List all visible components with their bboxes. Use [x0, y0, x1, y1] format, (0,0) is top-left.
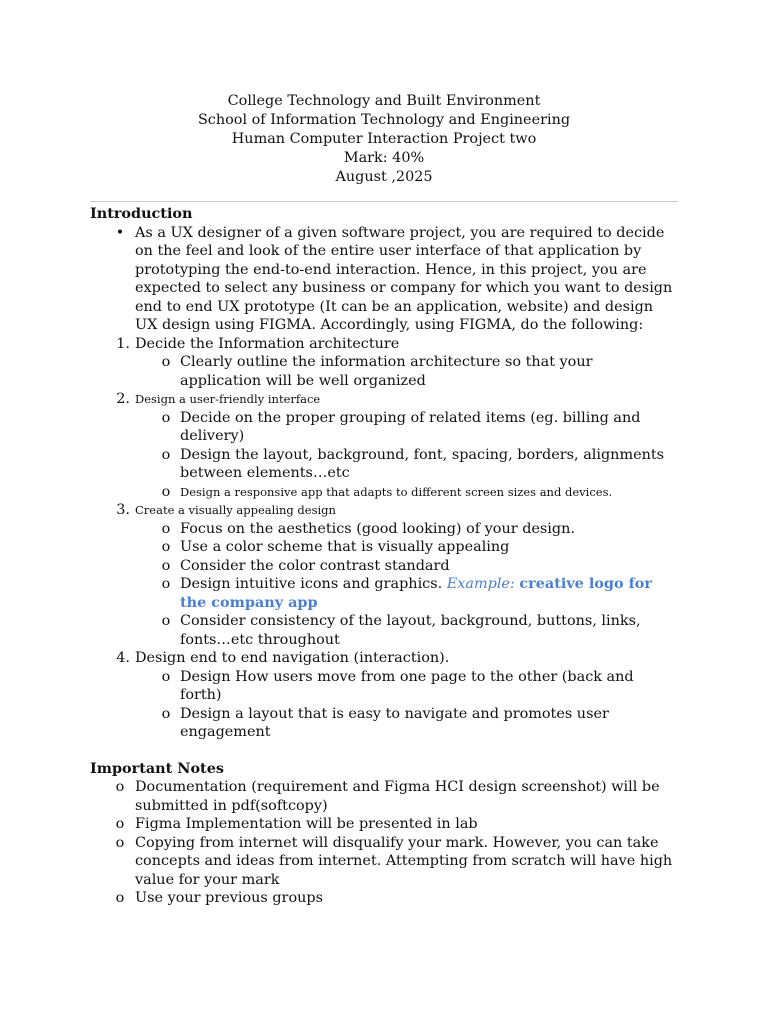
task-title: Design end to end navigation (interaction). — [135, 650, 450, 666]
circle-marker: o — [161, 576, 171, 592]
subitem-text: Design a responsive app that adapts to different screen sizes and devices. — [180, 484, 613, 499]
task-number: 4. — [116, 650, 130, 666]
subitem-text: Design a layout that is easy to navigate and promotes user engagement — [180, 705, 609, 740]
circle-marker: o — [115, 890, 125, 906]
task-subitem — [90, 575, 678, 612]
note-text: Use your previous groups — [135, 890, 323, 906]
example-link: creative logo for the company app — [180, 575, 652, 611]
circle-marker: o — [161, 613, 171, 629]
circle-marker: o — [161, 354, 171, 370]
school-name: School of Information Technology and Engineering — [197, 112, 571, 128]
task-subitem — [90, 446, 678, 483]
circle-marker: o — [161, 446, 171, 463]
task-item — [90, 390, 678, 409]
college-name: College Technology and Built Environment — [227, 93, 541, 109]
task-title: Create a visually appealing design — [135, 503, 336, 517]
task-subitem — [90, 668, 678, 705]
note-item — [90, 778, 678, 815]
task-item — [90, 335, 678, 354]
task-subitem — [90, 353, 678, 390]
subitem-text: Decide on the proper grouping of related items (eg. billing and delivery) — [180, 409, 641, 444]
circle-marker: o — [161, 539, 171, 555]
note-item — [90, 834, 678, 890]
circle-marker: o — [161, 409, 171, 426]
subitem-text: Design the layout, background, font, spacing, borders, alignments between elements…etc — [180, 446, 665, 481]
task-subitem — [90, 483, 678, 502]
mark-weight: Mark: 40% — [343, 150, 425, 166]
circle-marker: o — [115, 834, 125, 851]
circle-marker: o — [115, 779, 125, 795]
intro-bullet — [90, 224, 678, 335]
circle-marker: o — [161, 705, 171, 722]
note-text: Figma Implementation will be presented in lab — [135, 816, 478, 832]
task-list — [90, 335, 678, 742]
notes-list — [90, 778, 678, 908]
intro-paragraph: As a UX designer of a given software project, you are required to decide on the feel and look of the entire user interface of that application by prototyping the end-to-end interaction. Hence, in this project, you are expected to select any business or company for which you want to design end to end UX prototype (It can be an application, website) and design UX design using FIGMA. Accordingly, using FIGMA, do the following: — [135, 224, 673, 333]
task-title: Design a user-friendly interface — [135, 392, 321, 406]
circle-marker: o — [161, 557, 171, 574]
task-subitem — [90, 520, 678, 539]
task-subitem — [90, 538, 678, 557]
project-date: August ,2025 — [335, 169, 433, 185]
header-divider — [90, 201, 678, 202]
circle-marker: o — [161, 668, 171, 685]
note-text: Documentation (requirement and Figma HCI design screenshot) will be submitted in pdf(softcopy) — [135, 779, 660, 814]
note-text: Copying from internet will disqualify your mark. However, you can take concepts and ideas from internet. Attempting from scratch will have high value for your mark — [135, 834, 673, 888]
subitem-text: Focus on the aesthetics (good looking) of your design. — [180, 520, 575, 537]
task-number: 2. — [116, 391, 130, 407]
note-item — [90, 889, 678, 908]
subitem-text: Clearly outline the information architecture so that your application will be well organized — [180, 354, 593, 389]
task-title: Decide the Information architecture — [135, 335, 400, 352]
task-subitem — [90, 705, 678, 742]
circle-marker: o — [115, 816, 125, 832]
subitem-text: Consider the color contrast standard — [180, 557, 450, 574]
subitem-text: Design How users move from one page to the other (back and forth) — [180, 668, 634, 703]
task-number: 3. — [116, 502, 130, 518]
note-item — [90, 815, 678, 834]
subitem-text: Use a color scheme that is visually appealing — [180, 539, 510, 555]
example-label: Example: — [446, 576, 515, 592]
circle-marker: o — [161, 483, 171, 500]
project-title: Human Computer Interaction Project two — [231, 131, 537, 147]
bullet-marker: • — [115, 224, 125, 241]
task-subitem — [90, 612, 678, 649]
task-item — [90, 649, 678, 668]
subitem-text: Design intuitive icons and graphics. — [180, 576, 443, 592]
task-number: 1. — [116, 335, 130, 352]
introduction-heading: Introduction — [90, 205, 193, 222]
task-item — [90, 501, 678, 520]
subitem-text: Consider consistency of the layout, background, buttons, links, fonts…etc throughout — [180, 613, 641, 648]
important-notes-heading: Important Notes — [90, 759, 224, 777]
document-header — [0, 92, 768, 187]
task-subitem — [90, 557, 678, 576]
document-body — [90, 205, 678, 908]
circle-marker: o — [161, 520, 171, 537]
task-subitem — [90, 409, 678, 446]
